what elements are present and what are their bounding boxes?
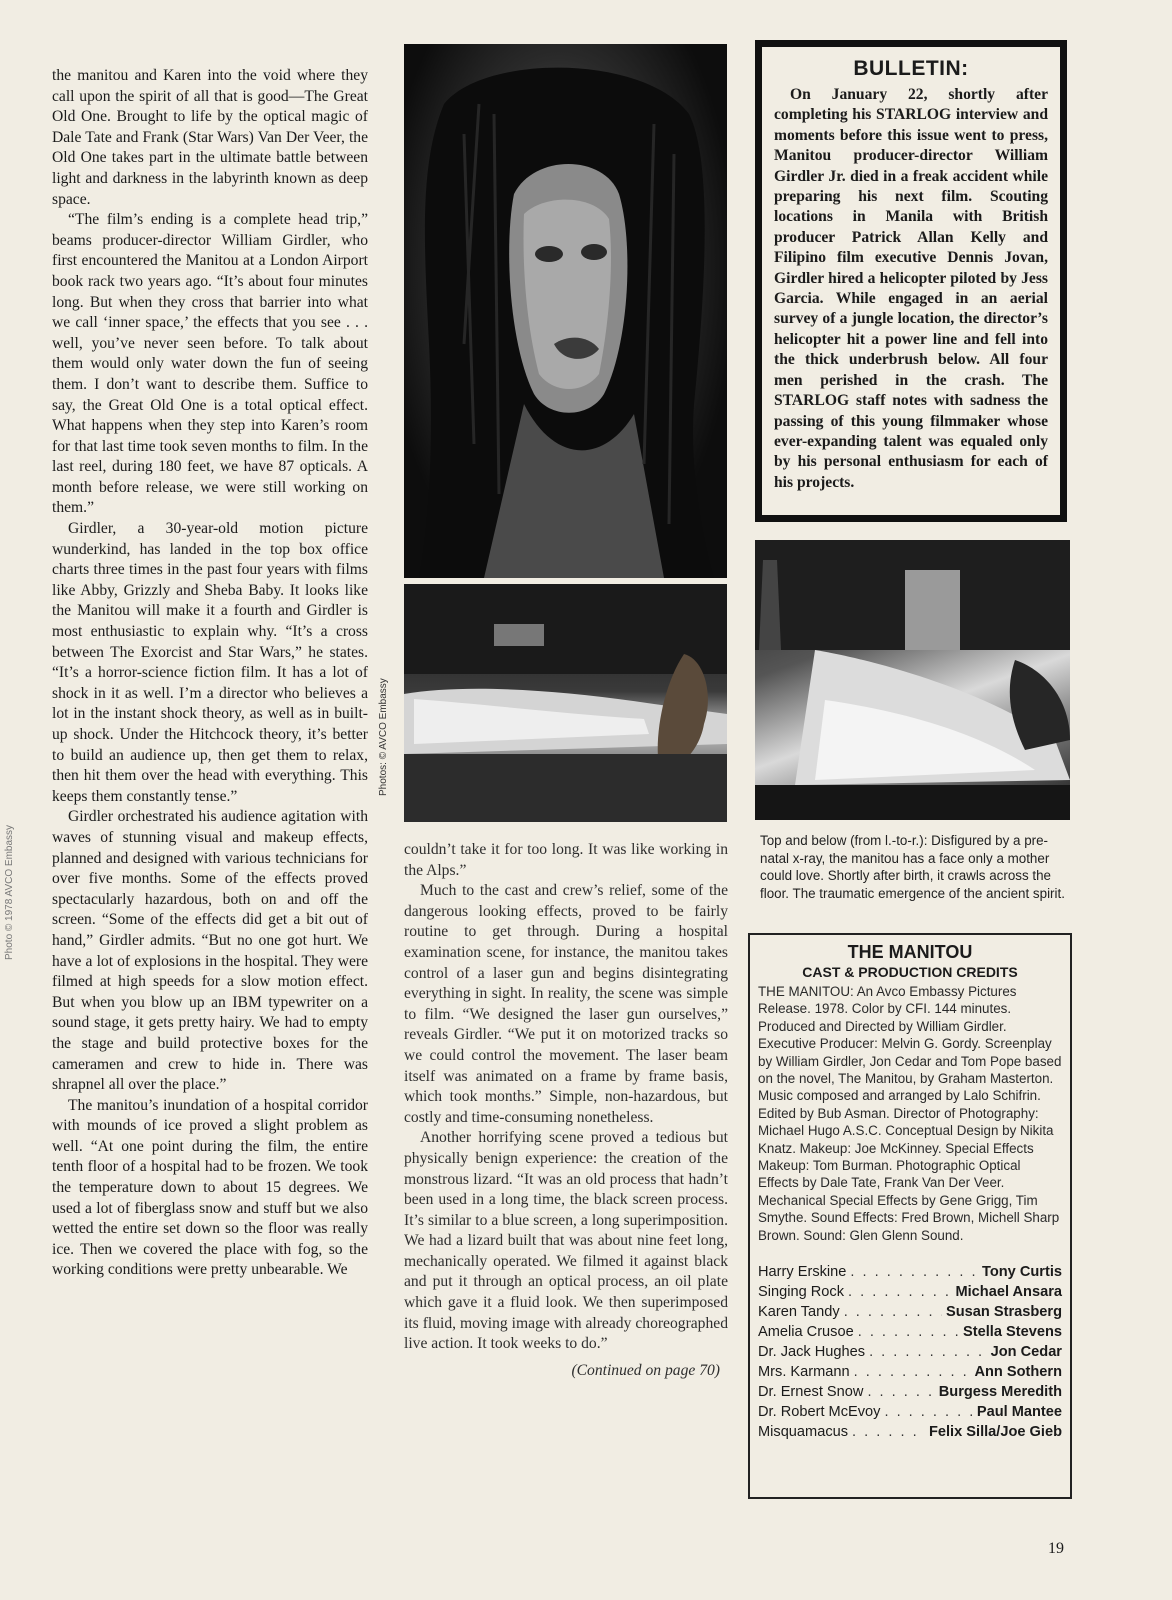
cast-list [758, 1262, 1062, 1442]
side-photo-credit: Photo © 1978 AVCO Embassy [4, 824, 15, 960]
emergence-illustration [755, 540, 1070, 820]
cast-actor: Felix Silla/Joe Gieb [928, 1424, 1062, 1441]
cast-row [758, 1282, 1062, 1302]
page-number: 19 [1048, 1540, 1064, 1557]
cast-role: Harry Erskine [758, 1264, 847, 1281]
continued-note: (Continued on page 70) [571, 1361, 720, 1379]
leader-dots [854, 1362, 971, 1382]
credits-box [748, 933, 1072, 1499]
cast-role: Dr. Robert McEvoy [758, 1404, 881, 1421]
cast-role: Misquamacus [758, 1424, 849, 1441]
cast-actor: Jon Cedar [990, 1344, 1062, 1361]
article-paragraph: couldn’t take it for too long. It was like working in the Alps.” [404, 841, 728, 879]
manitou-face-illustration [404, 44, 727, 578]
leader-dots [867, 1382, 934, 1402]
photo-manitou-face [404, 44, 727, 578]
cast-actor: Susan Strasberg [946, 1304, 1062, 1321]
leader-dots [884, 1402, 972, 1422]
cast-role: Amelia Crusoe [758, 1324, 854, 1341]
hospital-bed-illustration [404, 584, 727, 822]
cast-row [758, 1322, 1062, 1342]
cast-role: Karen Tandy [758, 1304, 840, 1321]
photo-hospital-bed [404, 584, 727, 822]
bulletin-body: On January 22, shortly after completing his STARLOG interview and moments before this issue went to press, Manitou producer-director William Girdler Jr. died in a freak accident while preparing his next film. Scouting locations in Manila with British producer Patrick Allan Kelly and Filipino film executive Dennis Jovan, Girdler hired a helicopter piloted by Jess Garcia. While engaged in an aerial survey of a jungle location, the director’s helicopter hit a power line and fell into the thick underbrush below. All four men perished in the crash. The STARLOG staff notes with sadness the passing of this young filmmaker whose ever-expanding talent was equaled only by his personal enthusiasm for each of his projects. [774, 86, 1048, 491]
cast-row [758, 1342, 1062, 1362]
article-column-1 [52, 66, 368, 1281]
cast-role: Dr. Ernest Snow [758, 1384, 864, 1401]
cast-row [758, 1262, 1062, 1282]
cast-role: Singing Rock [758, 1284, 844, 1301]
article-column-2 [404, 840, 728, 1381]
article-paragraph: Girdler, a 30-year-old motion picture wunderkind, has landed in the top box office charts three times in the past four years with films like Abby, Grizzly and Sheba Baby. It looks like the Manitou will make it a fourth and Girdler is most enthusiastic to explain why. “It’s a cross between The Exorcist and Star Wars,” he states. “It’s a horror-science fiction film. It has a lot of shock in it as well. I’m a director who believes a lot in the instant shock theory, as well as in built-up shock. Under the Hitchcock theory, it’s better to build an audience up, then get them to relax, then hit them over the head with everything. This keeps them constantly tense.” [52, 520, 368, 805]
leader-dots [869, 1342, 987, 1362]
cast-row [758, 1362, 1062, 1382]
cast-row [758, 1382, 1062, 1402]
leader-dots [850, 1262, 978, 1282]
cast-actor: Paul Mantee [976, 1404, 1062, 1421]
credits-title: THE MANITOU [847, 942, 973, 962]
photo-emergence [755, 540, 1070, 820]
leader-dots [852, 1422, 925, 1442]
article-paragraph: “The film’s ending is a complete head trip,” beams producer-director William Girdler, who first encountered the Manitou at a London Airport book rack two years ago. “It’s about four minutes long. But when they cross that barrier into what we call ‘inner space,’ the effects that you see . . . well, you’ve never seen before. To talk about them would only water down the fun of seeing them. I don’t want to describe them. Suffice to say, the Great Old One is a total optical effect. What happens when they step into Karen’s room for that last time took seven months to film. In the last reel, during 180 feet, we have 87 opticals. A month before release, we were still working on them.” [52, 211, 368, 517]
cast-actor: Stella Stevens [963, 1324, 1062, 1341]
leader-dots [858, 1322, 959, 1342]
article-paragraph: The manitou’s inundation of a hospital corridor with mounds of ice proved a slight problem as well. “At one point during the film, the entire tenth floor of a hospital had to be frozen. We took the temperature down to about 15 degrees. We used a lot of fiberglass snow and stuff but we also wetted the entire set down so the floor was really ice. Then we covered the place with fog, so the working conditions were pretty unbearable. We [52, 1096, 368, 1279]
cast-actor: Ann Sothern [974, 1364, 1062, 1381]
article-paragraph: Another horrifying scene proved a tedious but physically benign experience: the creation of the monstrous lizard. “It was an old process that hadn’t been used in a long time, the black screen process. It’s similar to a blue screen, a long superimposition. We had a lizard built that was about nine feet long, mechanically operated. We filmed it against black and put it through an optical process, an oil plate which gave it a fluid look. We then superimposed its fluid, moving image with already choreographed live action. It took weeks to do.” [404, 1129, 728, 1353]
cast-actor: Tony Curtis [982, 1264, 1062, 1281]
production-credits-text: THE MANITOU: An Avco Embassy Pictures Release. 1978. Color by CFI. 144 minutes. Produced and Directed by William Girdler. Executive Producer: Melvin G. Gordy. Screenplay by William Girdler, Jon Cedar and Tom Pope based on the novel, The Manitou, by Graham Masterton. Music composed and arranged by Lalo Schifrin. Edited by Bub Asman. Director of Photography: Michael Hugo A.S.C. Conceptual Design by Nikita Knatz. Makeup: Joe McKinney. Special Effects Makeup: Tom Burman. Photographic Optical Effects by Dale Tate, Frank Van Der Veer. Mechanical Special Effects by Gene Grigg, Tim Smythe. Sound Effects: Fred Brown, Michell Sharp Brown. Sound: Glen Glenn Sound. [758, 984, 1062, 1243]
credits-subtitle: CAST & PRODUCTION CREDITS [802, 964, 1018, 980]
cast-actor: Michael Ansara [955, 1284, 1062, 1301]
cast-role: Dr. Jack Hughes [758, 1344, 866, 1361]
article-paragraph: Girdler orchestrated his audience agitation with waves of stunning visual and makeup effects, planned and designed with various technicians for over five months. Some of the effects proved spectacularly hazardous, both on and off the screen. “Some of the effects did get a bit out of hand,” Girdler admits. “But no one got hurt. We have a lot of explosions in the hospital. They were filmed at high speeds for a slow motion effect. But when you blow up an IBM typewriter on a sound stage, it gets pretty hairy. We had to empty the stage and build protective boxes for the cameramen and crew to hide in. There was shrapnel all over the place.” [52, 808, 368, 1094]
photo-credit: Photos: © AVCO Embassy [378, 678, 389, 796]
cast-row [758, 1302, 1062, 1322]
article-paragraph: the manitou and Karen into the void where they call upon the spirit of all that is good—The Great Old One. Brought to life by the optical magic of Dale Tate and Frank (Star Wars) Van Der Veer, the Old One takes part in the ultimate battle between light and darkness in the labyrinth known as deep space. [52, 67, 368, 208]
leader-dots [848, 1282, 951, 1302]
cast-row [758, 1422, 1062, 1442]
photo-caption: Top and below (from l.-to-r.): Disfigured by a pre-natal x-ray, the manitou has a face only a mother could love. Shortly after birth, it crawls across the floor. The traumatic emergence of the ancient spirit. [760, 833, 1065, 901]
cast-row [758, 1402, 1062, 1422]
leader-dots [844, 1302, 942, 1322]
bulletin-title: BULLETIN: [853, 57, 969, 80]
cast-actor: Burgess Meredith [938, 1384, 1062, 1401]
bulletin-box [755, 40, 1067, 522]
article-paragraph: Much to the cast and crew’s relief, some of the dangerous looking effects, proved to be fairly routine to get through. During a hospital examination scene, for instance, the manitou takes control of a laser gun and begins disintegrating everything in sight. In reality, the scene was simple to film. “We designed the laser gun ourselves,” reveals Girdler. “We put it on motorized tracks so we could control the movement. The laser beam itself was animated on a frame by frame basis, which took months.” Simple, non-hazardous, but costly and time-consuming nonetheless. [404, 882, 728, 1126]
cast-role: Mrs. Karmann [758, 1364, 850, 1381]
